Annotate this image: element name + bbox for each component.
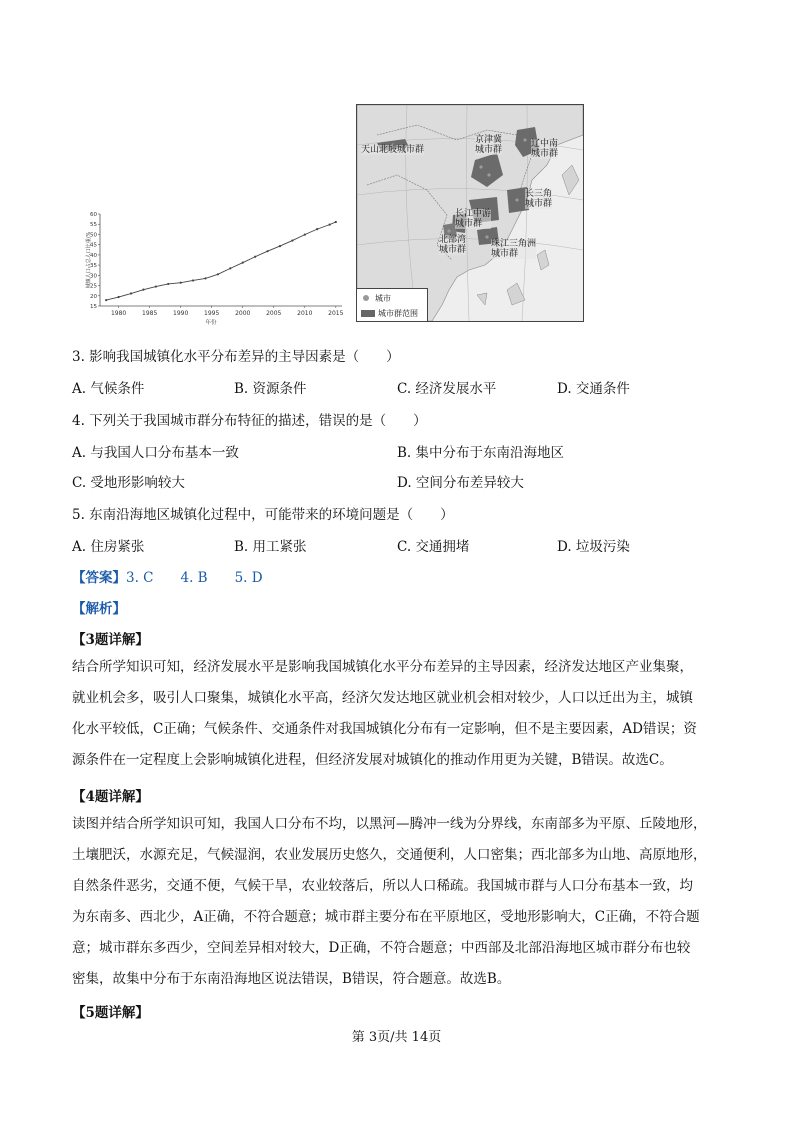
y-tick-label: 35 bbox=[90, 263, 97, 270]
city-dot-icon bbox=[363, 295, 369, 301]
y-tick-label: 45 bbox=[90, 242, 97, 249]
y-tick-label: 60 bbox=[90, 212, 97, 218]
analysis-tag: 【解析】 bbox=[72, 601, 126, 617]
x-tick-label: 2015 bbox=[328, 310, 344, 317]
data-point bbox=[304, 234, 306, 236]
q5-stem: 5. 东南沿海地区城镇化过程中，可能带来的环境问题是（ ） bbox=[72, 507, 454, 523]
data-point bbox=[204, 277, 206, 279]
detail-3-line: 源条件在一定程度上会影响城镇化进程，但经济发展对城镇化的推动作用更为关键，B错误。故选C。 bbox=[72, 752, 673, 768]
x-tick-label: 1985 bbox=[142, 310, 158, 317]
q4-stem: 4. 下列关于我国城市群分布特征的描述，错误的是（ ） bbox=[72, 413, 427, 429]
label-liaozhongnan: 辽中南 城市群 bbox=[531, 139, 559, 159]
data-point bbox=[328, 224, 330, 226]
y-tick-label: 50 bbox=[90, 232, 97, 239]
x-axis-label: 年份 bbox=[205, 320, 217, 326]
detail-3-body bbox=[72, 652, 722, 776]
q4-option-b: B. 集中分布于东南沿海地区 bbox=[397, 445, 565, 461]
legend-city: 城市 bbox=[375, 293, 391, 303]
data-point bbox=[316, 228, 318, 230]
x-tick-label: 2000 bbox=[235, 310, 251, 317]
x-tick-label: 1990 bbox=[173, 310, 189, 317]
data-point bbox=[279, 245, 281, 247]
detail-4-title: 【4题详解】 bbox=[72, 789, 149, 805]
city-cluster-map bbox=[356, 104, 584, 322]
answer-tag: 【答案】 bbox=[72, 570, 126, 586]
label-jingjinji: 京津冀 城市群 bbox=[475, 135, 503, 155]
q5-option-d: D. 垃圾污染 bbox=[557, 539, 630, 555]
y-tick-label: 55 bbox=[90, 222, 97, 229]
data-point bbox=[167, 283, 169, 285]
q3-option-b: B. 资源条件 bbox=[234, 381, 307, 397]
detail-3-line: 就业机会多，吸引人口聚集，城镇化水平高，经济欠发达地区就业机会相对较少，人口以迁出为主，城镇 bbox=[72, 690, 693, 706]
detail-3-line: 结合所学知识可知，经济发展水平是影响我国城镇化水平分布差异的主导因素，经济发达地区产业集聚， bbox=[72, 659, 693, 675]
data-point bbox=[217, 273, 219, 275]
data-point bbox=[155, 285, 157, 287]
data-point bbox=[254, 256, 256, 258]
label-changjiang: 长江中游 城市群 bbox=[455, 209, 492, 229]
detail-4-body bbox=[72, 809, 722, 995]
answer-line bbox=[72, 566, 263, 586]
q3-option-d: D. 交通条件 bbox=[557, 381, 630, 397]
detail-4-line: 自然条件恶劣，交通不便，气候干旱，农业较落后，所以人口稀疏。我国城市群与人口分布基本一致，均 bbox=[72, 878, 693, 894]
y-tick-label: 20 bbox=[90, 293, 97, 300]
map-legend bbox=[357, 288, 428, 321]
y-tick-label: 30 bbox=[90, 273, 97, 280]
data-point bbox=[291, 239, 293, 241]
detail-4-line: 读图并结合所学知识可知，我国人口分布不均，以黑河—腾冲一线为分界线，东南部多为平原、丘陵地形， bbox=[72, 816, 707, 832]
q5-option-a: A. 住房紧张 bbox=[72, 539, 145, 555]
detail-4-line: 为东南多、西北少，A正确，不符合题意；城市群主要分布在平原地区，受地形影响大，C正确，不符合题 bbox=[72, 909, 700, 925]
q4-option-a: A. 与我国人口分布基本一致 bbox=[72, 445, 239, 461]
data-point bbox=[242, 262, 244, 264]
data-point bbox=[192, 279, 194, 281]
detail-4-line: 土壤肥沃，水源充足，气候湿润，农业发展历史悠久，交通便利，人口密集；西北部多为山地、高原地形， bbox=[72, 847, 707, 863]
q3-option-a: A. 气候条件 bbox=[72, 381, 145, 397]
detail-3-line: 化水平较低，C正确；气候条件、交通条件对我国城镇化分布有一定影响，但不是主要因素，AD错误；资 bbox=[72, 721, 697, 737]
detail-4-line: 密集，故集中分布于东南沿海地区说法错误，B错误，符合题意。故选B。 bbox=[72, 971, 511, 987]
label-zhusanjiao: 珠江三角洲 城市群 bbox=[491, 239, 537, 259]
cluster-swatch-icon bbox=[361, 310, 375, 317]
q3-stem: 3. 影响我国城镇化水平分布差异的主导因素是（ ） bbox=[72, 349, 400, 365]
x-tick-label: 1980 bbox=[110, 310, 127, 317]
q4-option-c: C. 受地形影响较大 bbox=[72, 475, 185, 491]
detail-4-line: 意；城市群东多西少，空间差异相对较大，D正确，不符合题意；中西部及北部沿海地区城市群分布也较 bbox=[72, 940, 691, 956]
label-tianshan: 天山北坡城市群 bbox=[361, 145, 425, 155]
x-tick-label: 2010 bbox=[297, 310, 313, 317]
detail-3-title: 【3题详解】 bbox=[72, 632, 149, 648]
data-point bbox=[229, 267, 231, 269]
q5-option-c: C. 交通拥堵 bbox=[397, 539, 470, 555]
data-point bbox=[118, 296, 120, 298]
x-tick-label: 2005 bbox=[266, 310, 282, 317]
data-point bbox=[335, 221, 337, 223]
data-point bbox=[130, 292, 132, 294]
answer-text: 3. C 4. B 5. D bbox=[126, 570, 263, 586]
x-tick-label: 1995 bbox=[204, 310, 220, 317]
y-tick-label: 25 bbox=[90, 283, 97, 290]
urbanization-line-chart bbox=[84, 208, 346, 330]
y-axis-label: 城镇人口占总人口比重/% bbox=[86, 231, 92, 289]
legend-range: 城市群范围 bbox=[378, 308, 418, 318]
data-point bbox=[142, 289, 144, 291]
q5-option-b: B. 用工紧张 bbox=[234, 539, 307, 555]
label-beibuwan: 北部湾 城市群 bbox=[439, 235, 467, 255]
data-point bbox=[180, 282, 182, 284]
y-tick-label: 15 bbox=[90, 304, 97, 310]
q4-option-d: D. 空间分布差异较大 bbox=[397, 475, 524, 491]
series-line bbox=[106, 222, 336, 300]
label-changsanjiao: 长三角 城市群 bbox=[525, 189, 553, 209]
page-footer: 第 3页/共 14页 bbox=[351, 1030, 442, 1045]
data-point bbox=[105, 299, 107, 301]
data-point bbox=[266, 250, 268, 252]
q3-option-c: C. 经济发展水平 bbox=[397, 381, 497, 397]
y-tick-label: 40 bbox=[90, 252, 97, 259]
detail-5-title: 【5题详解】 bbox=[72, 1005, 149, 1021]
